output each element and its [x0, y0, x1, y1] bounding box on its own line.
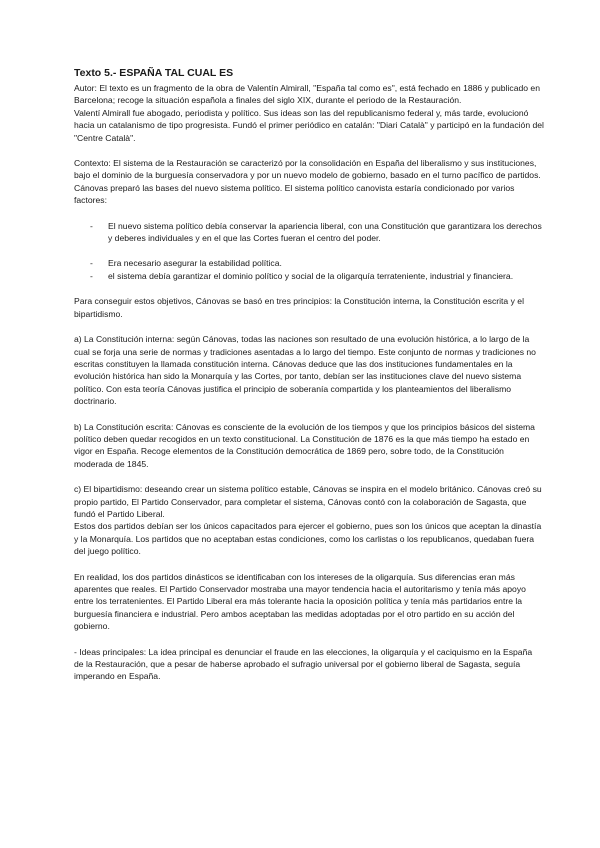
author-paragraph: Autor: El texto es un fragmento de la obra de Valentín Almirall, "España tal como es", está fechado en 1886 y publicado en Barcelona; recoge la situación española a finales del siglo XIX, durante el periodo de la Restauración.	[74, 83, 540, 106]
factors-list-2	[74, 257, 544, 282]
spacer	[74, 470, 544, 483]
list-item-text: El nuevo sistema político debía conservar la apariencia liberal, con una Constitución que garantizara los derechos y deberes individuales y en el que las Cortes fueran el centro del poder.	[108, 220, 542, 244]
spacer	[74, 244, 544, 257]
document-body	[74, 66, 544, 683]
list-item-text: Era necesario asegurar la estabilidad política.	[108, 258, 282, 269]
principles-paragraph: Para conseguir estos objetivos, Cánovas se basó en tres principios: la Constitución interna, la Constitución escrita y el bipartidismo.	[74, 296, 524, 319]
list-item-text: el sistema debía garantizar el dominio político y social de la oligarquía terrateniente, industrial y financiera.	[108, 270, 514, 281]
document-title: Texto 5.- ESPAÑA TAL CUAL ES	[74, 67, 234, 79]
factors-list-1	[74, 220, 544, 245]
list-item	[74, 270, 544, 282]
context-paragraph: Contexto: El sistema de la Restauración se caracterizó por la consolidación en España del liberalismo y sus instituciones, bajo el dominio de la burguesía conservadora y por un nuevo modelo de gobierno, basado en el turno pacífico de partidos. Cánovas preparó las bases del nuevo sistema político. El sistema político canovista estaría condicionado por varios factores:	[74, 158, 541, 206]
bullet-dash: -	[90, 220, 93, 231]
reality-paragraph: En realidad, los dos partidos dinásticos se identificaban con los intereses de la oligarquía. Sus diferencias eran más aparentes que reales. El Partido Conservador mostraba una mayor tendencia hacia el autoritarismo y tenía más apoyo entre los terratenientes. El Partido Liberal era más tolerante hacia la oposición política y tenía más partidarios entre la burguesía financiera e industrial. Pero ambos aceptaban las medidas adoptadas por el otro partido en su acción del gobierno.	[74, 571, 526, 632]
list-item	[74, 220, 544, 245]
section-c-continuation: Estos dos partidos debían ser los únicos capacitados para ejercer el gobierno, pues son los únicos que aceptan la dinastía y la Monarquía. Los partidos que no aceptaban estas condiciones, como los carlistas o los republicanos, quedaban fuera del juego político.	[74, 521, 542, 557]
author-bio-paragraph: Valentí Almirall fue abogado, periodista y político. Sus ideas son las del republicanismo federal y, más tarde, evolucionó hacia un catalanismo de tipo progresista. Fundó el primer periódico en catalán: "Diari Català" y participó en la fundación del "Centre Català".	[74, 107, 544, 143]
bullet-dash: -	[90, 258, 93, 269]
list-item	[74, 257, 544, 269]
spacer	[74, 207, 544, 220]
section-c-paragraph: c) El bipartidismo: deseando crear un sistema político estable, Cánovas se inspira en el modelo británico. Cánovas creó su propio partido, El Partido Conservador, para completar el sistema, Cánovas contó con la colaboración de Sagasta, que fundó el Partido Liberal.	[74, 484, 542, 519]
spacer	[74, 558, 544, 571]
bullet-dash: -	[90, 270, 93, 281]
spacer	[74, 408, 544, 421]
spacer	[74, 144, 544, 157]
section-a-paragraph: a) La Constitución interna: según Cánovas, todas las naciones son resultado de una evolución histórica, a lo largo de la cual se forja una serie de normas y tradiciones asentadas a lo largo del tiempo. Este conjunto de normas y tradiciones no escritas constituyen la llamada constitución interna. Cánovas deduce que las dos instituciones fundamentales en la evolución histórica han sido la Monarquía y las Cortes, por tanto, debían ser las instituciones clave del nuevo sistema político. Con esta teoría Cánovas justifica el principio de soberanía compartida y los planteamientos del liberalismo doctrinario.	[74, 334, 536, 407]
spacer	[74, 320, 544, 333]
section-b-paragraph: b) La Constitución escrita: Cánovas es consciente de la evolución de los tiempos y que los principios básicos del sistema político deben quedar recogidos en un texto constitucional. La Constitución de 1876 es la que más tiempo ha estado en vigor en España. Recoge elementos de la Constitución democrática de 1869 pero, sobre todo, de la Constitución moderada de 1845.	[74, 421, 535, 469]
spacer	[74, 282, 544, 295]
spacer	[74, 633, 544, 646]
main-ideas-paragraph: - Ideas principales: La idea principal es denunciar el fraude en las elecciones, la oligarquía y el caciquismo en la España de la Restauración, que a pesar de haberse aprobado el sufragio universal por el gobierno liberal de Sagasta, seguía imperando en España.	[74, 646, 533, 682]
